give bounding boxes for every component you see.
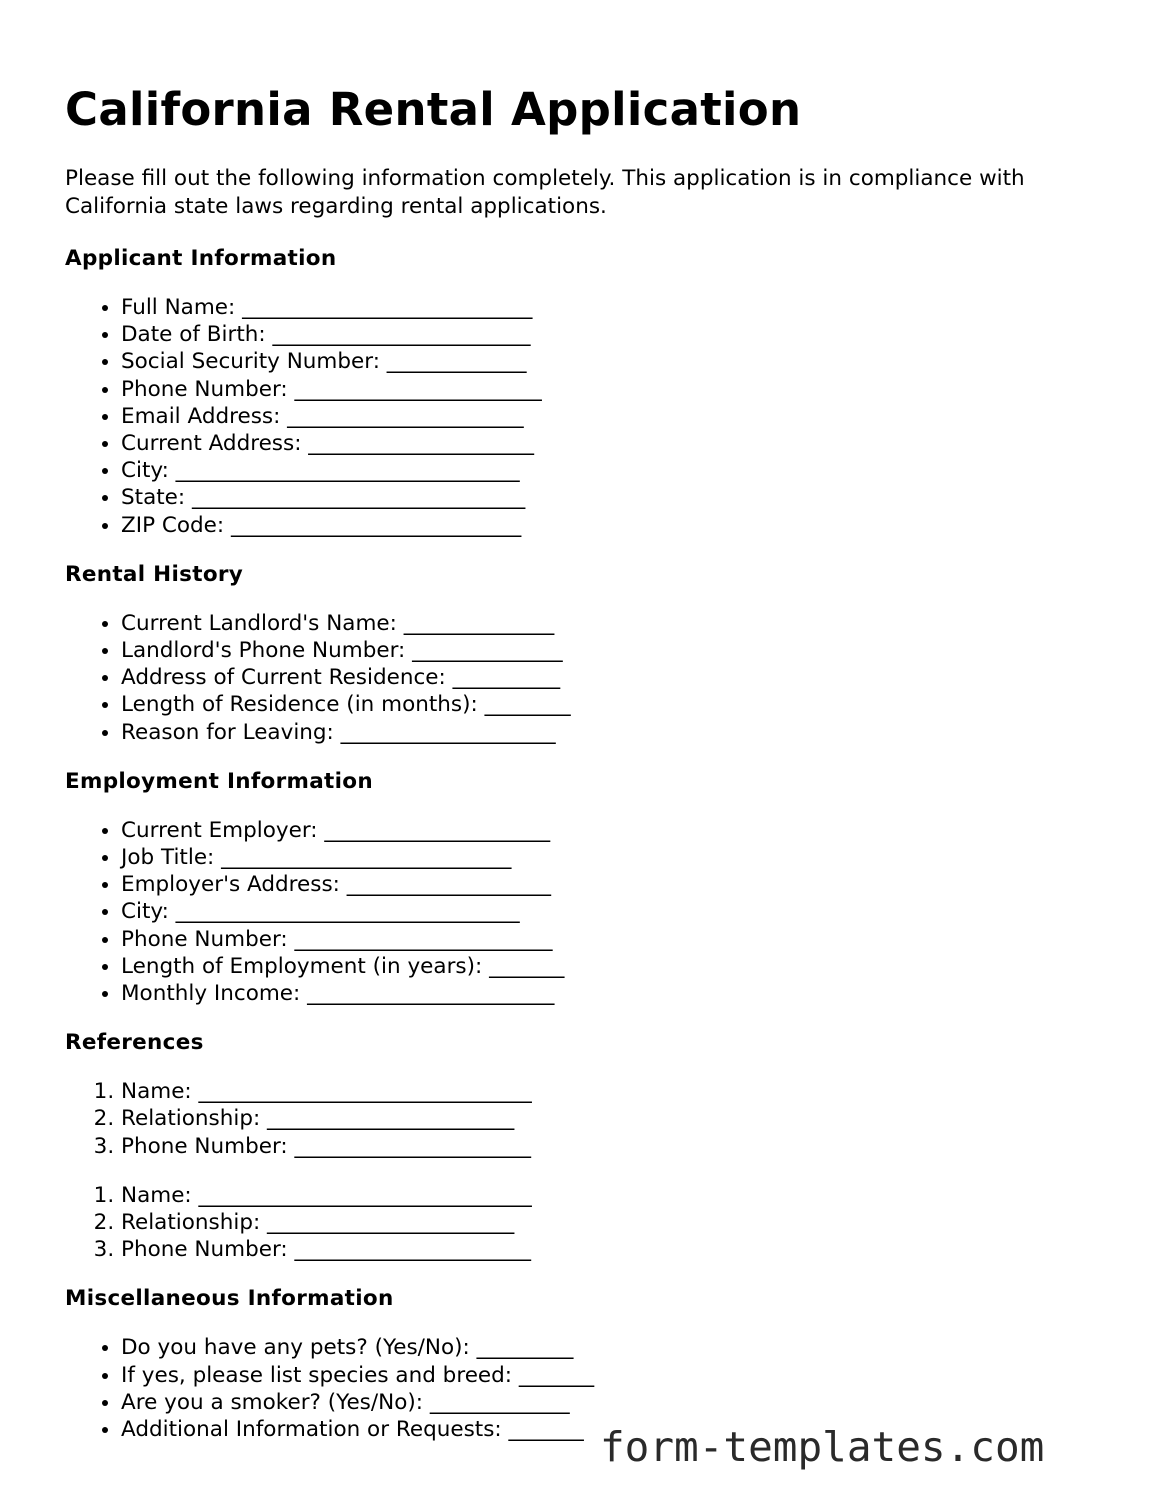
intro-paragraph: Please fill out the following information completely. This application is in compliance with California state laws regarding rental applications. [65,166,1025,219]
section-heading-rental-history: Rental History [65,561,244,587]
applicant-list [65,294,1105,539]
field-residence-address: • Address of Current Residence: __________ [121,664,1105,691]
field-current-address: • Current Address: _____________________ [121,430,1105,457]
field-pets: • Do you have any pets? (Yes/No): _________ [121,1334,1105,1361]
reference-2-name: 1. Name: _______________________________ [121,1182,1105,1209]
field-email: • Email Address: ______________________ [121,403,1105,430]
reference-1-name: 1. Name: _______________________________ [121,1078,1105,1105]
section-heading-misc: Miscellaneous Information [65,1286,394,1312]
field-landlord-phone: • Landlord's Phone Number: ______________ [121,637,1105,664]
field-reason-for-leaving: • Reason for Leaving: ____________________ [121,719,1105,746]
field-city: • City: ________________________________ [121,457,1105,484]
field-ssn: • Social Security Number: _____________ [121,348,1105,375]
reference-list-2 [65,1182,1105,1264]
field-current-employer: • Current Employer: _____________________ [121,817,1105,844]
reference-2-phone: 3. Phone Number: ______________________ [121,1236,1105,1263]
document-page [65,80,1105,1465]
field-smoker: • Are you a smoker? (Yes/No): _____________ [121,1389,1105,1416]
section-heading-applicant: Applicant Information [65,246,337,271]
field-zip: • ZIP Code: ___________________________ [121,512,1105,539]
section-heading-employment: Employment Information [65,768,373,794]
field-full-name: • Full Name: ___________________________ [121,294,1105,321]
field-employer-phone: • Phone Number: ________________________ [121,926,1105,953]
rental-history-list [65,610,1105,746]
employment-list [65,817,1105,1007]
reference-1-relationship: 2. Relationship: _______________________ [121,1105,1105,1132]
page-title: California Rental Application [65,83,802,136]
field-pet-species: • If yes, please list species and breed: _______ [121,1362,1105,1389]
field-phone: • Phone Number: _______________________ [121,376,1105,403]
field-date-of-birth: • Date of Birth: ________________________ [121,321,1105,348]
field-state: • State: _______________________________ [121,484,1105,511]
field-employment-length: • Length of Employment (in years): _______ [121,953,1105,980]
section-heading-references: References [65,1030,204,1056]
reference-list-1 [65,1078,1105,1160]
watermark: form-templates.com [600,1423,1045,1471]
field-additional-info: • Additional Information or Requests: _______ [121,1416,1105,1443]
field-residence-length: • Length of Residence (in months): ________ [121,691,1105,718]
field-landlord-name: • Current Landlord's Name: ______________ [121,610,1105,637]
field-employer-address: • Employer's Address: ___________________ [121,871,1105,898]
field-employer-city: • City: ________________________________ [121,898,1105,925]
field-monthly-income: • Monthly Income: _______________________ [121,980,1105,1007]
reference-2-relationship: 2. Relationship: _______________________ [121,1209,1105,1236]
field-job-title: • Job Title: ___________________________ [121,844,1105,871]
reference-1-phone: 3. Phone Number: ______________________ [121,1133,1105,1160]
